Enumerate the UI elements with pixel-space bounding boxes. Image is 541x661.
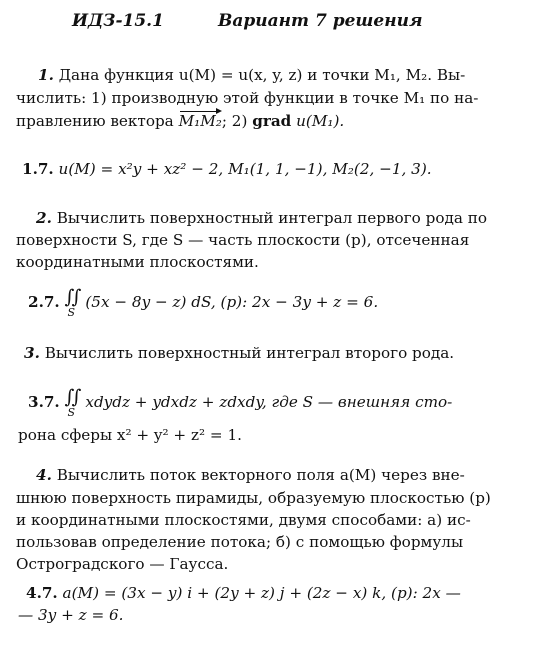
problem-1-7-text: u(M) = x²y + xz² − 2, M₁(1, 1, −1), M₂(2, −1, 3). bbox=[58, 160, 432, 178]
task-3-number: 3. bbox=[24, 344, 40, 362]
task-2-line-3: координатными плоскостями. bbox=[16, 253, 259, 271]
task-3-text: Вычислить поверхностный интеграл второго рода. bbox=[44, 344, 455, 362]
task-4-line-5: Остроградского — Гаусса. bbox=[16, 555, 229, 573]
document-code: ИДЗ-15.1 bbox=[72, 11, 164, 31]
problem-3-7-number: 3.7. bbox=[28, 393, 60, 411]
problem-3-7-line-2: рона сферы x² + y² + z² = 1. bbox=[18, 426, 242, 444]
problem-1-7-number: 1.7. bbox=[22, 160, 54, 178]
integral-subscript: S bbox=[67, 306, 76, 319]
task-1-line-3 bbox=[16, 110, 344, 132]
task-1-text-1: Дана функция u(M) = u(x, y, z) и точки M₁, M₂. Вы- bbox=[58, 66, 466, 84]
task-1-line-2: числить: 1) производную этой функции в точке M₁ по на- bbox=[16, 89, 479, 107]
task-2-text-1: Вычислить поверхностный интеграл первого рода по bbox=[56, 209, 487, 227]
problem-2-7-number: 2.7. bbox=[28, 293, 60, 311]
task-1-text-3-suffix: ; 2) bbox=[221, 112, 248, 130]
problem-2-7 bbox=[28, 286, 379, 319]
grad-operator: grad bbox=[252, 112, 292, 130]
variant-title: Вариант 7 решения bbox=[218, 11, 423, 31]
problem-1-7 bbox=[22, 158, 432, 180]
problem-4-7-text-1: a(M) = (3x − y) i + (2y + z) j + (2z − x) k, (p): 2x — bbox=[62, 584, 461, 602]
task-4-line-1 bbox=[36, 464, 465, 486]
task-4-line-2: шнюю поверхность пирамиды, образуемую плоскостью (p) bbox=[16, 489, 491, 507]
problem-4-7-line-2: — 3y + z = 6. bbox=[18, 606, 124, 624]
problem-3-7-text-1: xdydz + ydxdz + zdxdy, где S — внешняя сто- bbox=[85, 393, 453, 411]
problem-4-7-line-1 bbox=[26, 582, 461, 604]
task-4-number: 4. bbox=[36, 466, 52, 484]
task-2-line-2: поверхности S, где S — часть плоскости (p), отсеченная bbox=[16, 231, 470, 249]
task-4-line-4: пользовав определение потока; б) с помощью формулы bbox=[16, 533, 464, 551]
task-1-number: 1. bbox=[38, 66, 54, 84]
task-2-number: 2. bbox=[36, 209, 52, 227]
task-2-line-1 bbox=[36, 207, 487, 229]
task-1-line-1 bbox=[38, 64, 465, 86]
problem-4-7-number: 4.7. bbox=[26, 584, 58, 602]
task-4-line-3: и координатными плоскостями, двумя способами: а) ис- bbox=[16, 511, 471, 529]
problem-3-7-line-1 bbox=[28, 386, 453, 419]
double-integral-sign: ∫∫ S bbox=[64, 386, 79, 419]
integral-subscript: S bbox=[67, 406, 76, 419]
task-3 bbox=[24, 342, 454, 364]
grad-argument: u(M₁). bbox=[296, 112, 345, 130]
task-4-text-1: Вычислить поток векторного поля a(M) через вне- bbox=[56, 466, 465, 484]
task-1-text-3-prefix: правлению вектора bbox=[16, 112, 174, 130]
double-integral-sign: ∫∫ S bbox=[64, 286, 79, 319]
problem-2-7-text: (5x − 8y − z) dS, (p): 2x − 3y + z = 6. bbox=[85, 293, 379, 311]
vector-m1m2: M₁M₂ bbox=[178, 112, 222, 130]
